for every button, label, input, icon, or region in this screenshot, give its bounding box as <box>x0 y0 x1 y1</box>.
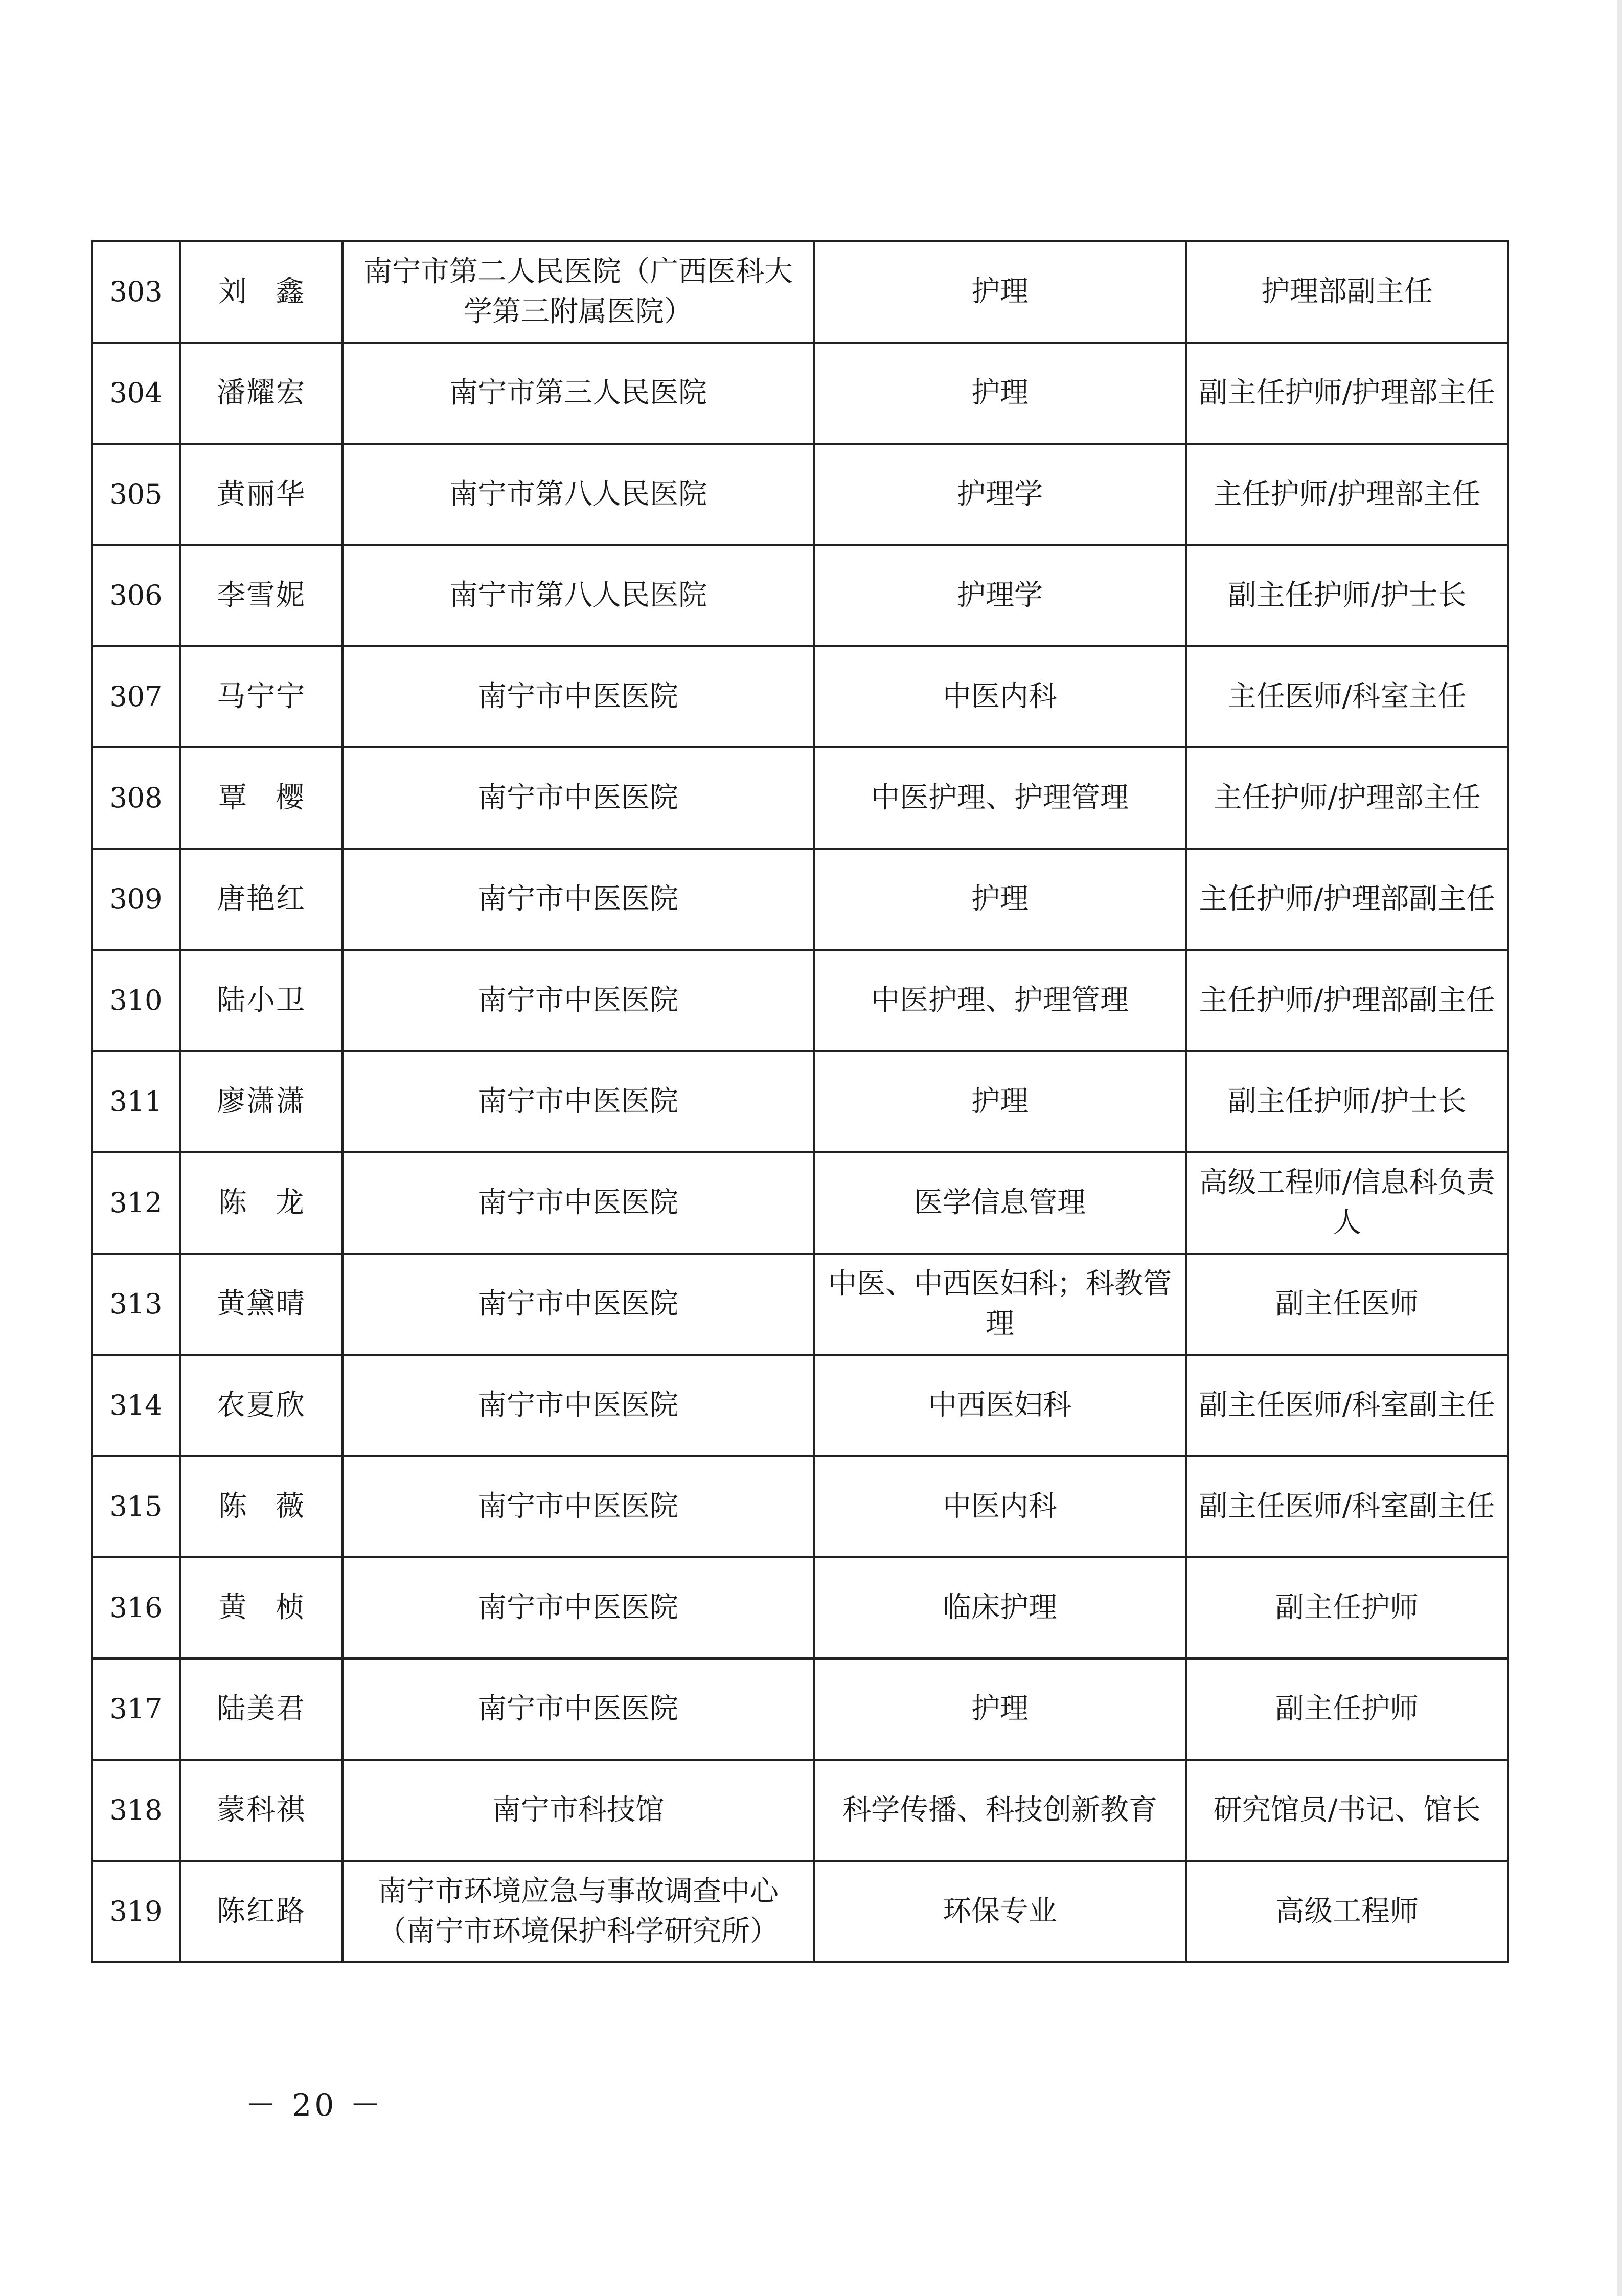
cell-unit: 南宁市环境应急与事故调查中心（南宁市环境保护科学研究所） <box>342 1861 814 1962</box>
cell-title: 副主任护师/护士长 <box>1186 545 1508 646</box>
table-row <box>92 1760 1508 1861</box>
cell-unit: 南宁市中医医院 <box>342 1152 814 1254</box>
cell-unit: 南宁市中医医院 <box>342 1456 814 1557</box>
cell-title: 主任医师/科室主任 <box>1186 646 1508 747</box>
cell-number: 316 <box>92 1557 180 1658</box>
cell-title: 副主任护师/护理部主任 <box>1186 343 1508 444</box>
cell-number: 319 <box>92 1861 180 1962</box>
cell-title: 主任护师/护理部主任 <box>1186 444 1508 545</box>
cell-specialty: 护理 <box>814 241 1186 343</box>
cell-unit: 南宁市中医医院 <box>342 950 814 1051</box>
cell-title: 主任护师/护理部主任 <box>1186 747 1508 849</box>
cell-unit: 南宁市科技馆 <box>342 1760 814 1861</box>
cell-number: 313 <box>92 1254 180 1355</box>
cell-number: 317 <box>92 1658 180 1760</box>
page-number: － 20 － <box>245 2087 384 2123</box>
table-row <box>92 343 1508 444</box>
cell-specialty: 环保专业 <box>814 1861 1186 1962</box>
table-row <box>92 646 1508 747</box>
cell-title: 副主任护师 <box>1186 1557 1508 1658</box>
cell-title: 副主任医师/科室副主任 <box>1186 1355 1508 1456</box>
table-row <box>92 545 1508 646</box>
cell-specialty: 护理 <box>814 1051 1186 1152</box>
cell-name: 农夏欣 <box>180 1355 342 1456</box>
cell-number: 309 <box>92 849 180 950</box>
cell-number: 310 <box>92 950 180 1051</box>
table-row <box>92 1456 1508 1557</box>
cell-number: 303 <box>92 241 180 343</box>
cell-specialty: 护理学 <box>814 444 1186 545</box>
cell-specialty: 护理学 <box>814 545 1186 646</box>
cell-title: 护理部副主任 <box>1186 241 1508 343</box>
cell-number: 312 <box>92 1152 180 1254</box>
table-row <box>92 1557 1508 1658</box>
cell-title: 高级工程师/信息科负责人 <box>1186 1152 1508 1254</box>
cell-title: 副主任医师/科室副主任 <box>1186 1456 1508 1557</box>
cell-number: 305 <box>92 444 180 545</box>
cell-name: 潘耀宏 <box>180 343 342 444</box>
cell-unit: 南宁市第八人民医院 <box>342 444 814 545</box>
cell-number: 318 <box>92 1760 180 1861</box>
cell-name: 黄丽华 <box>180 444 342 545</box>
cell-unit: 南宁市中医医院 <box>342 1254 814 1355</box>
cell-name: 覃樱 <box>180 747 342 849</box>
table-row <box>92 1254 1508 1355</box>
cell-specialty: 中西医妇科 <box>814 1355 1186 1456</box>
cell-title: 研究馆员/书记、馆长 <box>1186 1760 1508 1861</box>
cell-number: 315 <box>92 1456 180 1557</box>
table-row <box>92 950 1508 1051</box>
roster-table <box>91 240 1509 1963</box>
cell-number: 306 <box>92 545 180 646</box>
cell-specialty: 医学信息管理 <box>814 1152 1186 1254</box>
cell-name: 李雪妮 <box>180 545 342 646</box>
table-row <box>92 1152 1508 1254</box>
cell-name: 黄桢 <box>180 1557 342 1658</box>
cell-name: 马宁宁 <box>180 646 342 747</box>
cell-specialty: 中医、中西医妇科；科教管理 <box>814 1254 1186 1355</box>
cell-unit: 南宁市第三人民医院 <box>342 343 814 444</box>
cell-name: 刘鑫 <box>180 241 342 343</box>
cell-unit: 南宁市中医医院 <box>342 1051 814 1152</box>
cell-title: 副主任护师/护士长 <box>1186 1051 1508 1152</box>
cell-unit: 南宁市中医医院 <box>342 1355 814 1456</box>
cell-title: 主任护师/护理部副主任 <box>1186 849 1508 950</box>
cell-unit: 南宁市中医医院 <box>342 849 814 950</box>
cell-name: 黄黛晴 <box>180 1254 342 1355</box>
roster-body <box>92 241 1508 1962</box>
cell-specialty: 科学传播、科技创新教育 <box>814 1760 1186 1861</box>
cell-name: 陈红路 <box>180 1861 342 1962</box>
cell-name: 陈龙 <box>180 1152 342 1254</box>
cell-specialty: 护理 <box>814 849 1186 950</box>
table-row <box>92 444 1508 545</box>
table-row <box>92 747 1508 849</box>
cell-name: 廖潇潇 <box>180 1051 342 1152</box>
cell-specialty: 中医护理、护理管理 <box>814 747 1186 849</box>
cell-specialty: 护理 <box>814 343 1186 444</box>
cell-specialty: 中医内科 <box>814 1456 1186 1557</box>
cell-specialty: 中医护理、护理管理 <box>814 950 1186 1051</box>
cell-number: 304 <box>92 343 180 444</box>
cell-number: 307 <box>92 646 180 747</box>
table-row <box>92 1355 1508 1456</box>
table-row <box>92 849 1508 950</box>
cell-unit: 南宁市第八人民医院 <box>342 545 814 646</box>
cell-unit: 南宁市中医医院 <box>342 1658 814 1760</box>
cell-unit: 南宁市中医医院 <box>342 1557 814 1658</box>
cell-title: 副主任医师 <box>1186 1254 1508 1355</box>
cell-name: 陈薇 <box>180 1456 342 1557</box>
cell-title: 主任护师/护理部副主任 <box>1186 950 1508 1051</box>
page-edge <box>1617 0 1622 2296</box>
cell-specialty: 中医内科 <box>814 646 1186 747</box>
cell-title: 高级工程师 <box>1186 1861 1508 1962</box>
cell-title: 副主任护师 <box>1186 1658 1508 1760</box>
cell-unit: 南宁市中医医院 <box>342 747 814 849</box>
cell-name: 唐艳红 <box>180 849 342 950</box>
table-row <box>92 1658 1508 1760</box>
table-row <box>92 1051 1508 1152</box>
cell-number: 314 <box>92 1355 180 1456</box>
table-row <box>92 1861 1508 1962</box>
cell-number: 311 <box>92 1051 180 1152</box>
cell-unit: 南宁市第二人民医院（广西医科大学第三附属医院） <box>342 241 814 343</box>
cell-name: 蒙科祺 <box>180 1760 342 1861</box>
cell-number: 308 <box>92 747 180 849</box>
cell-name: 陆美君 <box>180 1658 342 1760</box>
cell-specialty: 护理 <box>814 1658 1186 1760</box>
table-row <box>92 241 1508 343</box>
cell-name: 陆小卫 <box>180 950 342 1051</box>
cell-unit: 南宁市中医医院 <box>342 646 814 747</box>
cell-specialty: 临床护理 <box>814 1557 1186 1658</box>
